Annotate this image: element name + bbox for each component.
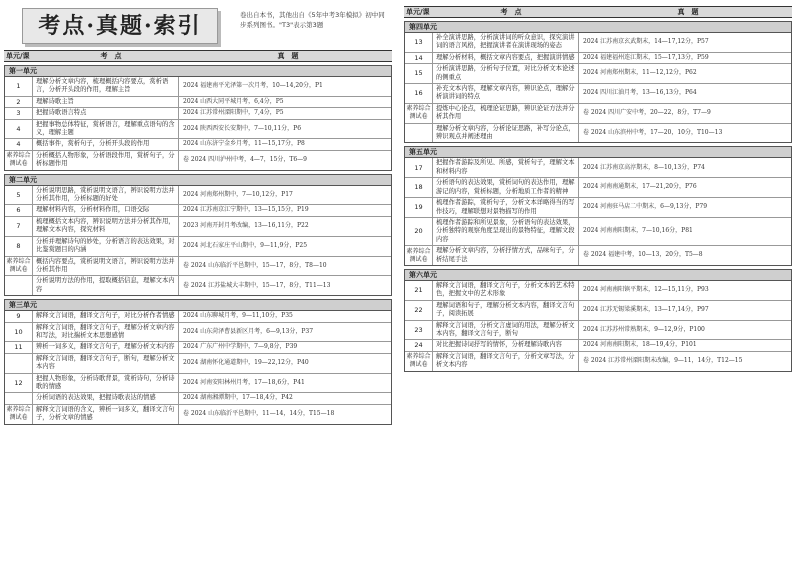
- table-row: [5, 354, 391, 374]
- row-question: 2024 河南南阳期末，7—10,16分，P81: [583, 227, 693, 235]
- row-lesson: 21: [405, 281, 433, 300]
- table-row: [5, 405, 391, 424]
- row-question: 2024 河南安阳林州月考，17—18,6分，P41: [183, 378, 305, 386]
- row-topic: 概括内容要点，赏析说明文语言，辨识说明方法并分析其作用: [33, 257, 179, 276]
- row-lesson: 22: [405, 301, 433, 320]
- row-question: 2024 福建福州连江期末，15—17,13分，P59: [583, 53, 709, 61]
- table-row: [405, 33, 791, 53]
- unit-title: 第六单元: [405, 270, 791, 281]
- row-topic: 梳理作者游踪，赏析句子，分析文本详略得当的写作技巧，理解联想对景物描写的作用: [433, 198, 579, 217]
- row-question: 2024 河南南通期末，17—21,20分，P76: [583, 183, 697, 191]
- table-row: [405, 158, 791, 178]
- row-topic: 对比把握诗词抒写的情怀，分析理解诗歌内容: [433, 340, 579, 350]
- row-topic: 理解诗歌主旨: [33, 97, 179, 107]
- row-lesson: [5, 354, 33, 373]
- row-topic: 理解分析文章内容，分析论证思路，补写分论点，辨识观点并阐述理由: [433, 124, 579, 143]
- table-row: [5, 139, 391, 150]
- row-question: 卷 2024 四川泸州中考，4—7，15分，T6—9: [183, 156, 307, 164]
- row-lesson: 17: [405, 158, 433, 177]
- row-lesson: 9: [5, 311, 33, 321]
- unit-section: [404, 146, 792, 265]
- row-lesson: 6: [5, 205, 33, 215]
- row-lesson: [405, 124, 433, 143]
- row-topic: 解释文言词语，翻译文言句子，分析文本的艺术特色，把握文中的艺术形象: [433, 281, 579, 300]
- row-topic: 分析词语的表达效果，把握诗歌表达的情感: [33, 393, 179, 403]
- col-unit: 单元/课: [6, 52, 30, 60]
- row-topic: 理解分析文章内容，分析抒情方式，品味句子，分析结尾手法: [433, 246, 579, 265]
- row-lesson: 20: [405, 218, 433, 245]
- row-question: 卷 2024 山东临沂平邑期中，11—14，14分，T15—18: [183, 409, 335, 417]
- table-row: [5, 342, 391, 353]
- row-lesson: 15: [405, 64, 433, 83]
- row-topic: 分析说明思路，赏析说明文语言，辨识说明方法并分析其作用，分析标题的好处: [33, 186, 179, 205]
- row-topic: 理解词语和句子，理解分析文本内容，翻译文言句子，阅读拓展: [433, 301, 579, 320]
- table-row: [5, 374, 391, 394]
- row-question: 2024 陕西西安长安期中，7—10,11分，P6: [183, 124, 302, 132]
- right-page: [404, 6, 792, 564]
- table-row: [5, 205, 391, 216]
- row-question: 2024 江苏苏州常熟期末，9—12,9分，P100: [583, 325, 705, 333]
- row-lesson: 4: [5, 120, 33, 139]
- table-row: [405, 84, 791, 104]
- table-row: [405, 246, 791, 265]
- row-topic: 概括事件，赏析句子，分析开头段的作用: [33, 139, 179, 149]
- row-question: 卷 2024 山东滨州中考，17—20，10分，T10—13: [583, 128, 723, 136]
- row-question: 2024 河南郑州期中，7—10,12分，P17: [183, 190, 293, 198]
- row-topic: 分析演讲思路，分析句子位置，对比分析文本论述的侧重点: [433, 64, 579, 83]
- table-row: [5, 237, 391, 257]
- row-lesson: 素养综合测试卷: [405, 246, 433, 265]
- row-topic: 把握事物总体特征，赏析语言，理解重点语句的含义，理解主题: [33, 120, 179, 139]
- table-row: [5, 217, 391, 237]
- unit-section: [4, 174, 392, 296]
- left-unit-list: [4, 65, 392, 425]
- table-row: [405, 321, 791, 341]
- row-lesson: [5, 276, 33, 295]
- table-row: [5, 311, 391, 322]
- row-question: 卷 2024 江苏常州溧阳期末改编，9—11，14分，T12—15: [583, 356, 743, 364]
- column-header: [404, 6, 792, 18]
- table-row: [405, 53, 791, 64]
- row-lesson: 素养综合测试卷: [5, 257, 33, 276]
- row-topic: 把握诗歌语言特点: [33, 108, 179, 118]
- row-topic: 补全演讲思路，分析演讲词的听众意识，探究演讲词的语言风格，把握演讲者在演讲现场的姿态: [433, 33, 579, 52]
- unit-section: [4, 65, 392, 171]
- row-question: 2024 江苏常州溧阳期中，7,4分，P5: [183, 109, 284, 117]
- table-row: [405, 340, 791, 351]
- row-topic: 辨析一词多义，翻译文言句子，理解分析文本内容: [33, 342, 179, 352]
- row-topic: 解释文言词语，翻译文言句子，分析文章写法，分析文本内容: [433, 352, 579, 371]
- unit-title: 第五单元: [405, 147, 791, 158]
- row-question: 2024 山东济宁金乡月考，11—15,17分，P8: [183, 140, 305, 148]
- row-question: 卷 2024 四川广安中考，20—22，8分，T7—9: [583, 109, 711, 117]
- row-lesson: 素养综合测试卷: [5, 405, 33, 424]
- unit-title: 第一单元: [5, 66, 391, 77]
- row-lesson: 13: [405, 33, 433, 52]
- table-row: [5, 276, 391, 295]
- row-question: 2024 山西大同平城月考，6,4分，P5: [183, 97, 284, 105]
- table-row: [5, 323, 391, 343]
- col-question: 真 题: [677, 8, 699, 16]
- row-question: 2024 湖南湘潭期中，17—18,4分，P42: [183, 394, 293, 402]
- column-header: [4, 50, 392, 62]
- row-lesson: 2: [5, 97, 33, 107]
- row-lesson: 8: [5, 237, 33, 256]
- row-lesson: 4: [5, 139, 33, 149]
- row-lesson: 24: [405, 340, 433, 350]
- row-topic: 补充文本内容，理解文章内容，辨识论点，理解分析演讲词的特点: [433, 84, 579, 103]
- row-topic: 分析语句的表达效果，赏析词句的表达作用，理解游记的内容，赏析标题，分析地质工作者的精神: [433, 178, 579, 197]
- row-question: 卷 2024 江苏盐城大丰期中，15—17，8分，T11—13: [183, 281, 331, 289]
- row-lesson: 19: [405, 198, 433, 217]
- row-question: 2024 河南南阳镇平期末，12—15,11分，P93: [583, 286, 709, 294]
- row-lesson: [5, 393, 33, 403]
- row-topic: 分析并理解诗句的妙处，分析语言的表达效果，对比鉴赏题目的内涵: [33, 237, 179, 256]
- table-row: [5, 257, 391, 277]
- table-row: [405, 104, 791, 124]
- table-row: [405, 198, 791, 218]
- table-row: [5, 186, 391, 206]
- unit-section: [4, 299, 392, 424]
- row-question: 2024 江苏南京江宁期中，13—15,15分，P19: [183, 206, 309, 214]
- row-lesson: 5: [5, 186, 33, 205]
- unit-section: [404, 269, 792, 372]
- row-lesson: 10: [5, 323, 33, 342]
- col-topic: 考 点: [500, 8, 522, 16]
- row-question: 2024 河北石家庄平山期中，9—11,9分，P25: [183, 241, 308, 249]
- table-row: [5, 393, 391, 404]
- row-question: 2024 山东聊城月考，9—11,10分，P35: [183, 312, 293, 320]
- table-row: [405, 64, 791, 84]
- row-question: 2024 福建南平光泽第一次月考，10—14,20分，P1: [183, 82, 323, 90]
- table-row: [5, 97, 391, 108]
- row-topic: 分析概括人物形象，分析语段作用，赏析句子，分析标题作用: [33, 151, 179, 170]
- table-row: [405, 301, 791, 321]
- table-row: [405, 218, 791, 246]
- row-topic: 分析说明方法的作用，提取概括信息，理解文本内容: [33, 276, 179, 295]
- row-question: 2024 河南南阳期末，18—19,4分，P101: [583, 341, 697, 349]
- row-lesson: 7: [5, 217, 33, 236]
- row-question: 卷 2024 山东临沂平邑期中，15—17，8分，T8—10: [183, 261, 327, 269]
- row-question: 卷 2024 福建中考，10—13，20分，T5—8: [583, 251, 703, 259]
- row-lesson: 素养综合测试卷: [5, 151, 33, 170]
- table-row: [5, 108, 391, 119]
- row-question: 2024 江苏无锡梁溪期末，13—17,14分，P97: [583, 305, 709, 313]
- row-lesson: 素养综合测试卷: [405, 104, 433, 123]
- table-row: [5, 77, 391, 97]
- row-question: 2024 四川江油月考，13—16,13分，P64: [583, 89, 697, 97]
- row-lesson: 14: [405, 53, 433, 63]
- row-lesson: 3: [5, 108, 33, 118]
- row-topic: 理解材料内容，分析材料作用，口语交际: [33, 205, 179, 215]
- table-row: [405, 352, 791, 371]
- col-unit: 单元/课: [406, 8, 430, 16]
- row-lesson: 16: [405, 84, 433, 103]
- col-topic: 考 点: [100, 52, 122, 60]
- row-question: 2024 河南郑州期末，11—12,12分，P62: [583, 69, 697, 77]
- row-topic: 把握人物形象，分析诗歌背景，赏析诗句，分析诗歌的情感: [33, 374, 179, 393]
- row-question: 2024 河南驻马店二中期末，6—9,13分，P79: [583, 203, 708, 211]
- unit-title: 第三单元: [5, 300, 391, 311]
- row-lesson: 11: [5, 342, 33, 352]
- row-topic: 解释文言词语，分析文言虚词的用法，理解分析文本内容，翻译文言句子，断句: [433, 321, 579, 340]
- row-topic: 解释文言词语，翻译文言句子，断句，理解分析文本内容: [33, 354, 179, 373]
- unit-section: [404, 21, 792, 143]
- table-row: [405, 178, 791, 198]
- row-topic: 解释文言词语，翻译文言句子，对比分析作者情感: [33, 311, 179, 321]
- row-topic: 理解分析材料，概括文章内容要点，把握演讲情感: [433, 53, 579, 63]
- table-row: [405, 281, 791, 301]
- unit-title: 第四单元: [405, 22, 791, 33]
- row-lesson: 素养综合测试卷: [405, 352, 433, 371]
- row-topic: 解释文言词语的含义，辨析一词多义，翻译文言句子，分析文章的情感: [33, 405, 179, 424]
- header-note: 卷出自本书，其他出自《5年中考3年模拟》初中同步系列图书。"T3"表示第3题: [240, 11, 385, 29]
- table-row: [5, 151, 391, 170]
- row-lesson: 12: [5, 374, 33, 393]
- page-header: [4, 6, 392, 50]
- unit-title: 第二单元: [5, 175, 391, 186]
- row-question: 2024 广东广州中学期中，7—9,8分，P39: [183, 343, 298, 351]
- col-question: 真 题: [277, 52, 299, 60]
- row-lesson: 1: [5, 77, 33, 96]
- row-question: 2024 江苏南京玄武期末，14—17,12分，P57: [583, 38, 709, 46]
- row-lesson: 18: [405, 178, 433, 197]
- row-topic: 提炼中心论点，梳理论证思路，辨识论证方法并分析其作用: [433, 104, 579, 123]
- row-topic: 梳理概括文本内容，辨识说明方法并分析其作用，理解文本内容，探究材料: [33, 217, 179, 236]
- row-question: 2024 湖南怀化通道期中，19—22,12分，P40: [183, 358, 309, 366]
- table-row: [5, 120, 391, 140]
- right-unit-list: [404, 21, 792, 372]
- row-question: 2023 河南开封月考改编，13—16,11分，P22: [183, 222, 309, 230]
- row-topic: 把握作者游踪及所见、所感，赏析句子，理解文本和材料内容: [433, 158, 579, 177]
- table-row: [405, 124, 791, 143]
- row-question: 2024 江苏南京高淳期末，8—10,13分，P74: [583, 163, 705, 171]
- row-topic: 理解分析文章内容，梳理概括内容要点，赏析语言，分析开头段的作用，理解主旨: [33, 77, 179, 96]
- left-page: [4, 6, 392, 564]
- row-question: 2024 山东菏泽曹县新区月考，6—9,13分，P37: [183, 327, 314, 335]
- row-topic: 解释文言词语，翻译文言句子，理解分析文章内容和写法，对比揣析文本思想感情: [33, 323, 179, 342]
- row-topic: 梳理作者游踪和所见景象，分析语句的表达效果，分析独特的观察角度呈现出的景物特征，理解文段内容: [433, 218, 579, 245]
- page-title: 考点·真题·索引: [22, 8, 218, 44]
- row-lesson: 23: [405, 321, 433, 340]
